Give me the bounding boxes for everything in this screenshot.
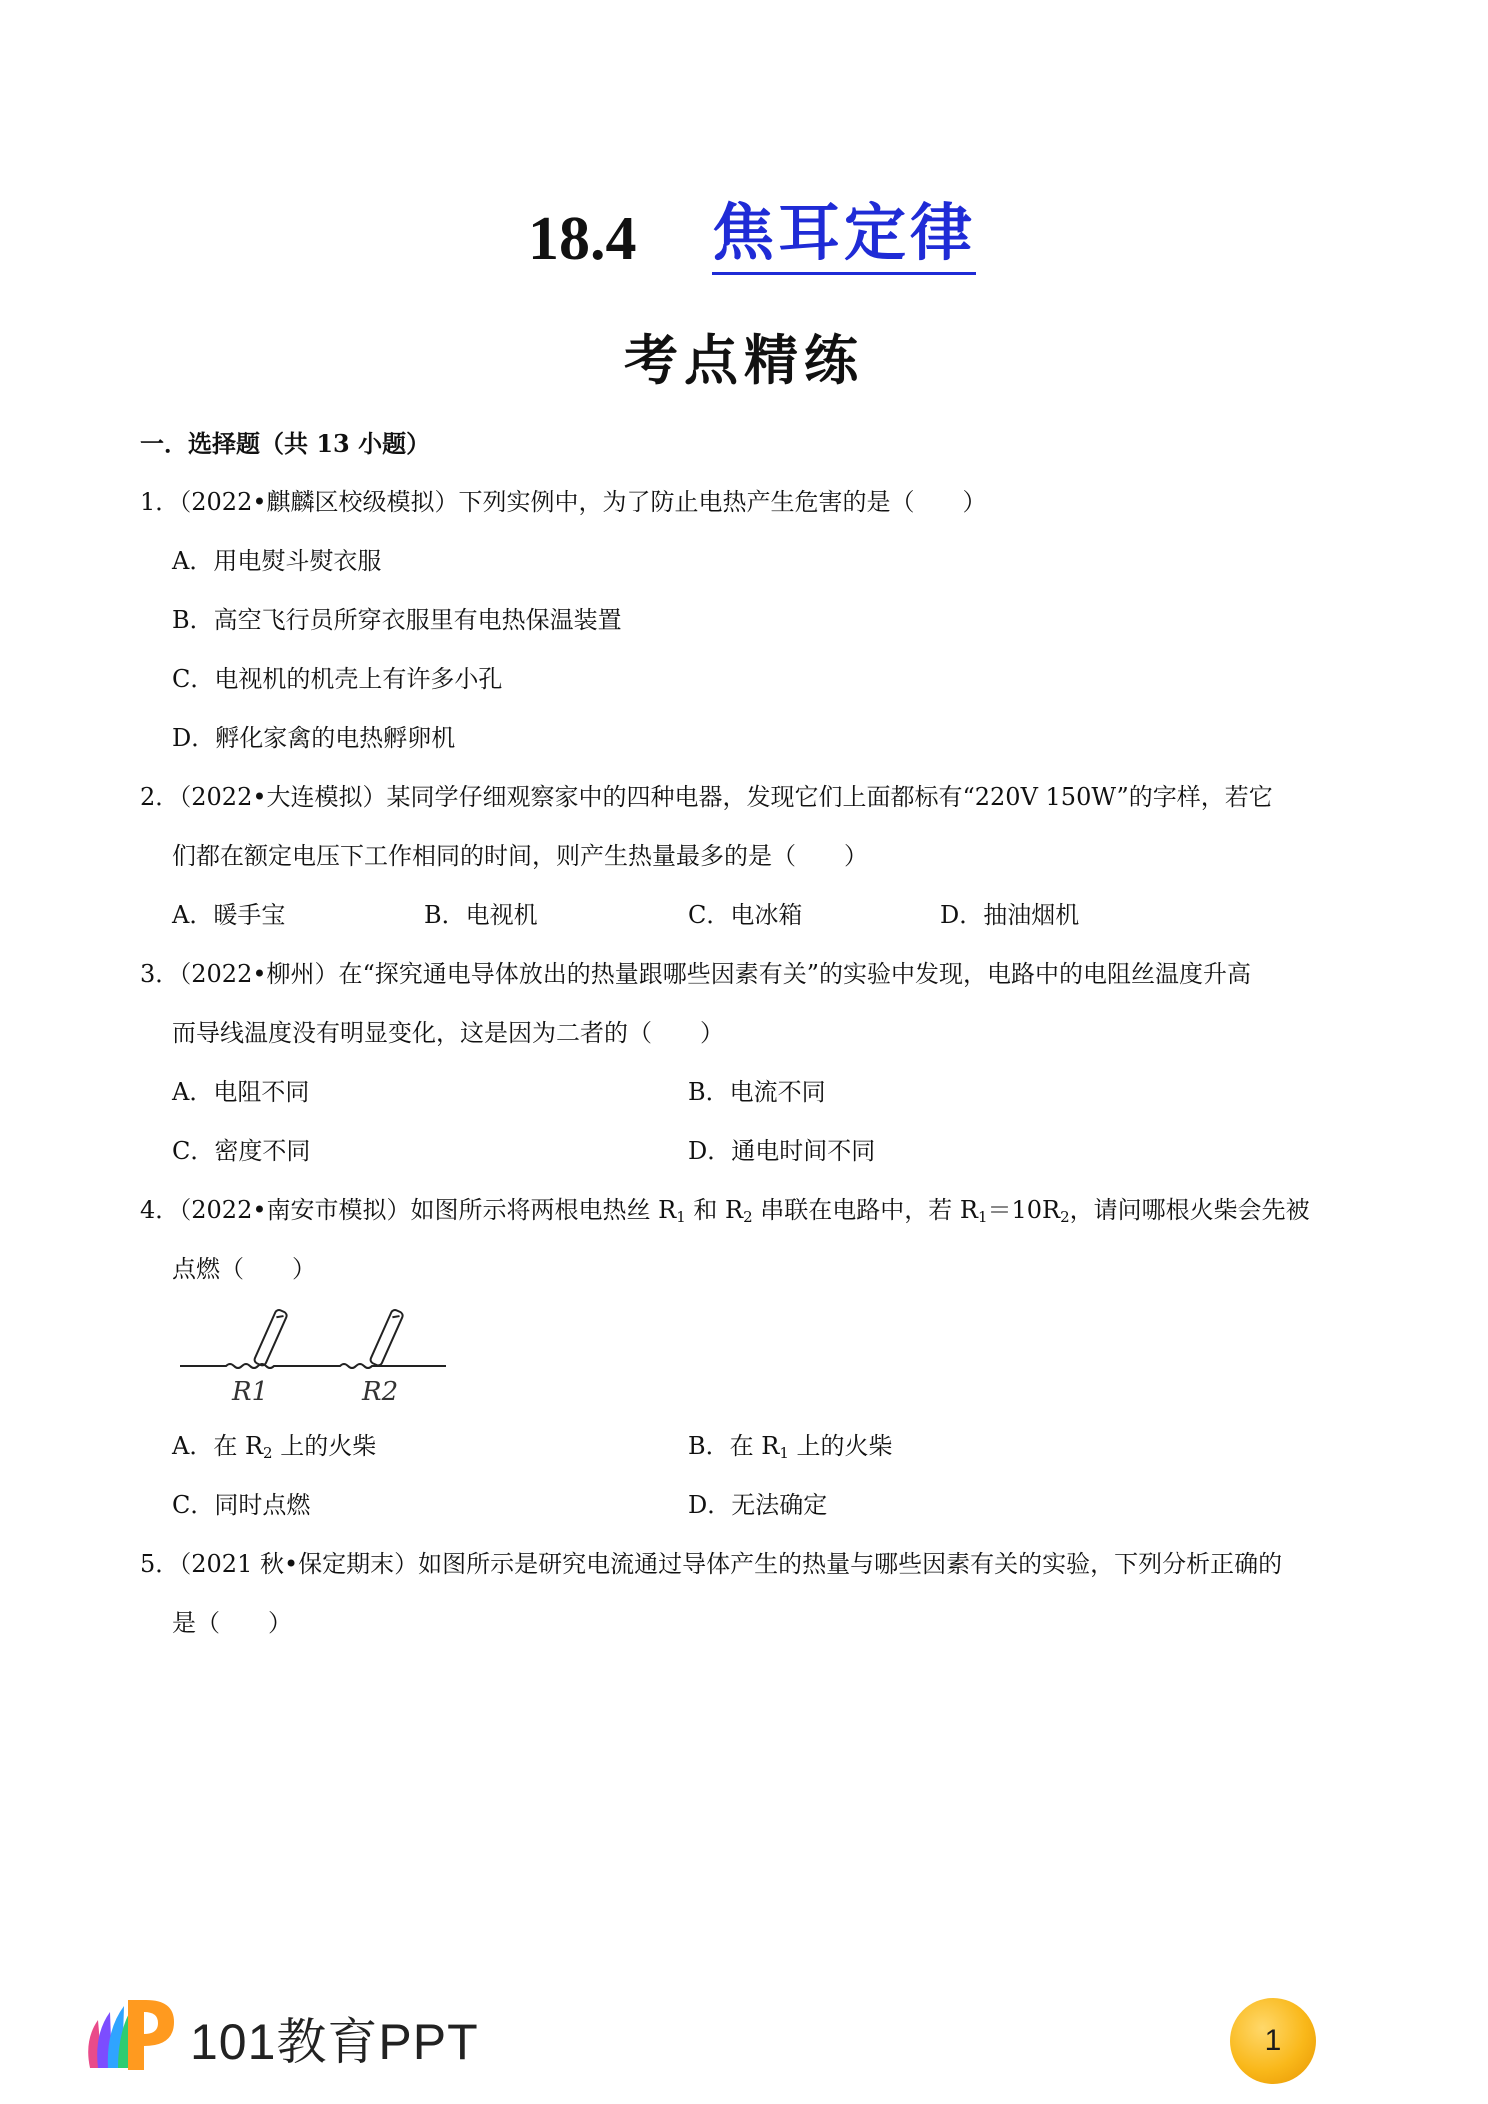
question-4-stem-line1: 4．（2022•南安市模拟）如图所示将两根电热丝 $R_1$ 和 $R_2$ 串联在电路中，若 $R_1=10R_2$，请问哪根火柴会先被 <box>140 1196 1310 1226</box>
brand-logo-icon <box>80 1990 180 2080</box>
question-2-option-c: C．电冰箱 <box>688 901 803 929</box>
question-2-option-b: B．电视机 <box>424 901 538 929</box>
question-3-option-b: B．电流不同 <box>688 1078 826 1106</box>
question-5-stem-line1: 5．（2021 秋•保定期末）如图所示是研究电流通过导体产生的热量与哪些因素有关的实验，下列分析正确的 <box>140 1550 1283 1578</box>
section-number: 18.4 <box>528 205 637 273</box>
brand-logo-text: 101教育PPT <box>190 2014 479 2070</box>
question-2-stem-line2: 们都在额定电压下工作相同的时间，则产生热量最多的是（ ） <box>172 842 868 870</box>
resistor-matches-figure <box>176 1300 452 1412</box>
question-3-option-c: C．密度不同 <box>172 1137 311 1165</box>
question-3-stem-line2: 而导线温度没有明显变化，这是因为二者的（ ） <box>172 1019 724 1047</box>
question-3-stem-line1: 3．（2022•柳州）在“探究通电导体放出的热量跟哪些因素有关”的实验中发现，电路中的电阻丝温度升高 <box>140 960 1252 988</box>
question-2-stem-line1: 2．（2022•大连模拟）某同学仔细观察家中的四种电器，发现它们上面都标有“220V 150W”的字样，若它 <box>140 783 1273 811</box>
question-2-option-d: D．抽油烟机 <box>940 901 1080 929</box>
figure-label-r1: R1 <box>232 1377 269 1407</box>
question-4-option-b: B．在 $R_1$ 上的火柴 <box>688 1432 893 1462</box>
question-4-option-d: D．无法确定 <box>688 1491 828 1519</box>
page-number: 1 <box>1264 2024 1282 2057</box>
question-5-stem-line2: 是（ ） <box>172 1609 292 1637</box>
question-1-stem: 1．（2022•麒麟区校级模拟）下列实例中，为了防止电热产生危害的是（ ） <box>140 488 987 516</box>
question-1-option-d: D．孵化家禽的电热孵卵机 <box>172 724 456 752</box>
chapter-title-link[interactable]: 焦耳定律 <box>712 196 976 275</box>
question-1-option-b: B．高空飞行员所穿衣服里有电热保温装置 <box>172 606 622 634</box>
question-1-option-c: C．电视机的机壳上有许多小孔 <box>172 665 503 693</box>
question-4-stem-line2: 点燃（ ） <box>172 1255 316 1283</box>
question-1-option-a: A．用电熨斗熨衣服 <box>172 547 382 575</box>
question-3-option-a: A．电阻不同 <box>172 1078 310 1106</box>
question-4-option-a: A．在 $R_2$ 上的火柴 <box>172 1432 377 1462</box>
figure-label-r2: R2 <box>362 1377 399 1407</box>
page-number-badge <box>1230 1998 1316 2084</box>
page-subtitle: 考点精练 <box>624 328 864 392</box>
question-4-option-c: C．同时点燃 <box>172 1491 311 1519</box>
section-heading: 一．选择题（共 13 小题） <box>140 429 431 458</box>
question-3-option-d: D．通电时间不同 <box>688 1137 876 1165</box>
question-2-option-a: A．暖手宝 <box>172 901 286 929</box>
title-row <box>0 196 1488 286</box>
